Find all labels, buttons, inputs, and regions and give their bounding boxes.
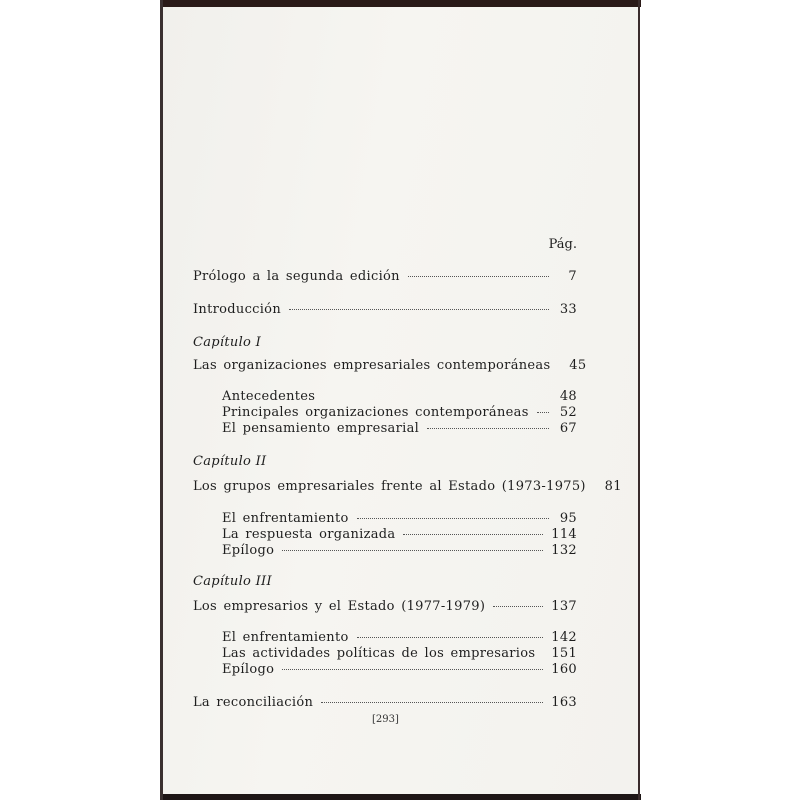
dot-leader bbox=[289, 309, 549, 310]
entry-page-number: 137 bbox=[551, 599, 577, 614]
toc-subentry bbox=[222, 421, 577, 436]
scan-border-left bbox=[160, 0, 163, 800]
entry-page-number: 132 bbox=[551, 543, 577, 558]
entry-page-number: 52 bbox=[559, 405, 577, 420]
entry-page-number: 7 bbox=[568, 269, 577, 284]
page-column-label: Pág. bbox=[548, 237, 577, 252]
scan-border-bottom bbox=[160, 794, 641, 800]
scan-border-right bbox=[638, 0, 640, 800]
toc-entry bbox=[193, 302, 577, 317]
entry-title: Introducción bbox=[193, 302, 281, 317]
entry-title: La respuesta organizada bbox=[222, 527, 396, 542]
chapter-heading: Capítulo II bbox=[193, 454, 267, 469]
entry-title: La reconciliación bbox=[193, 695, 314, 710]
entry-page-number: 160 bbox=[551, 662, 577, 677]
entry-title: Antecedentes bbox=[222, 389, 316, 404]
toc-subentry bbox=[222, 543, 577, 558]
entry-title: El pensamiento empresarial bbox=[222, 421, 420, 436]
dot-leader bbox=[321, 702, 543, 703]
entry-page-number: 95 bbox=[559, 511, 577, 526]
entry-page-number: 45 bbox=[569, 358, 587, 373]
entry-page-number: 163 bbox=[551, 695, 577, 710]
toc-entry bbox=[193, 599, 577, 614]
entry-page-number: 114 bbox=[551, 527, 577, 542]
scan-border-top bbox=[160, 0, 641, 7]
entry-title: Principales organizaciones contemporáneas bbox=[222, 405, 529, 420]
entry-page-number: 81 bbox=[604, 479, 622, 494]
dot-leader bbox=[282, 550, 543, 551]
entry-title: El enfrentamiento bbox=[222, 630, 349, 645]
entry-page-number: 48 bbox=[559, 389, 577, 404]
entry-title: Las actividades políticas de los empresarios bbox=[222, 646, 536, 661]
toc-entry bbox=[193, 695, 577, 710]
dot-leader bbox=[357, 637, 544, 638]
page-number: [293] bbox=[372, 714, 399, 725]
entry-title: Epílogo bbox=[222, 543, 275, 558]
chapter-heading: Capítulo I bbox=[193, 335, 262, 350]
chapter-heading: Capítulo III bbox=[193, 574, 272, 589]
toc-subentry bbox=[222, 646, 577, 661]
dot-leader bbox=[357, 518, 549, 519]
toc-subentry bbox=[222, 389, 577, 404]
toc-entry bbox=[193, 269, 577, 284]
dot-leader bbox=[282, 669, 543, 670]
toc-entry bbox=[193, 358, 587, 373]
toc-subentry bbox=[222, 511, 577, 526]
toc-subentry bbox=[222, 630, 577, 645]
toc-subentry bbox=[222, 527, 577, 542]
entry-page-number: 151 bbox=[551, 646, 578, 661]
toc-subentry bbox=[222, 405, 577, 420]
toc-entry bbox=[193, 479, 622, 494]
entry-title: Epílogo bbox=[222, 662, 275, 677]
entry-page-number: 33 bbox=[559, 302, 577, 317]
entry-title: Las organizaciones empresariales contemporáneas bbox=[193, 358, 551, 373]
dot-leader bbox=[427, 428, 549, 429]
entry-title: Prólogo a la segunda edición bbox=[193, 269, 400, 284]
dot-leader bbox=[537, 412, 549, 413]
entry-title: Los empresarios y el Estado (1977-1979) bbox=[193, 599, 486, 614]
entry-page-number: 67 bbox=[559, 421, 577, 436]
dot-leader bbox=[408, 276, 549, 277]
dot-leader bbox=[403, 534, 543, 535]
entry-page-number: 142 bbox=[551, 630, 577, 645]
entry-title: Los grupos empresariales frente al Estado (1973-1975) bbox=[193, 479, 586, 494]
entry-title: El enfrentamiento bbox=[222, 511, 349, 526]
dot-leader bbox=[493, 606, 543, 607]
toc-subentry bbox=[222, 662, 577, 677]
